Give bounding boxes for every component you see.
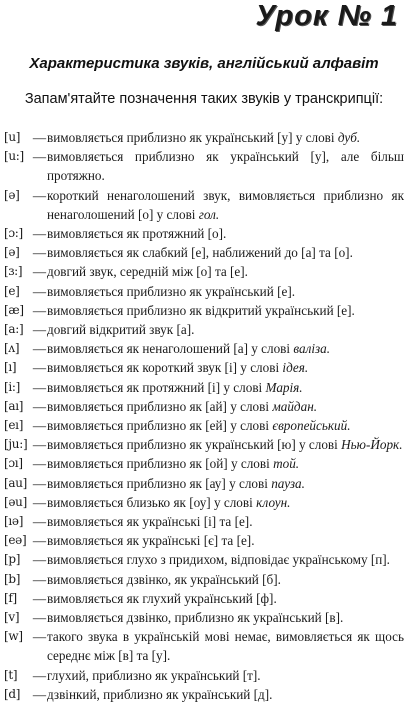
sound-entry xyxy=(4,531,404,550)
description-text: глухий, приблизно як український [т]. xyxy=(47,667,261,683)
sound-symbol: [æ] xyxy=(4,302,24,317)
sound-description xyxy=(47,608,404,627)
description-text: вимовляється дзвінко, приблизно як український [в]. xyxy=(47,610,344,626)
sound-description xyxy=(47,454,404,473)
sound-description xyxy=(47,435,404,454)
example-word: клоун. xyxy=(256,494,291,510)
sound-symbol: [ə] xyxy=(4,245,20,260)
sound-entry xyxy=(4,627,404,665)
sound-entry xyxy=(4,589,404,608)
sound-entry xyxy=(4,570,404,589)
description-text: вимовляється як протяжний [і] у слові xyxy=(47,379,263,395)
sound-description xyxy=(47,301,404,320)
dash-separator: — xyxy=(32,456,47,472)
sound-entry xyxy=(4,301,404,320)
sound-description xyxy=(47,339,404,358)
sound-list xyxy=(4,128,404,704)
sound-symbol: [ʌ] xyxy=(4,341,20,356)
sound-symbol: [b] xyxy=(4,571,21,586)
sound-entry xyxy=(4,358,404,377)
sound-symbol: [w] xyxy=(4,629,23,644)
description-text: вимовляється приблизно як український [у], але більш протяжно. xyxy=(47,149,404,184)
description-text: вимовляється глухо з придихом, відповідає українському [п]. xyxy=(47,552,390,568)
sound-description xyxy=(47,243,404,262)
description-text: вимовляється приблизно як український [у] у слові xyxy=(47,130,335,145)
sound-symbol: [aı] xyxy=(4,398,24,413)
example-word: гол. xyxy=(198,206,220,222)
sound-description xyxy=(47,570,404,589)
sound-entry xyxy=(4,454,404,473)
sound-entry xyxy=(4,550,404,569)
sound-symbol: [v] xyxy=(4,610,20,625)
sound-entry xyxy=(4,378,404,397)
dash-separator: — xyxy=(32,494,47,510)
sound-symbol: [ju:] xyxy=(4,437,28,452)
intro-text: Запам'ятайте позначення таких звуків у транскрипції: xyxy=(24,91,384,107)
dash-separator: — xyxy=(32,398,47,414)
dash-separator: — xyxy=(32,302,47,318)
dash-separator: — xyxy=(32,226,47,242)
sound-symbol: [u:] xyxy=(4,149,24,164)
sound-description xyxy=(47,282,404,301)
sound-symbol: [u] xyxy=(4,130,21,144)
sound-description xyxy=(47,358,404,377)
dash-separator: — xyxy=(32,418,47,434)
dash-separator: — xyxy=(32,667,47,683)
description-text: вимовляється приблизно як український [ю] у слові xyxy=(47,437,338,453)
dash-separator: — xyxy=(32,283,47,299)
dash-separator: — xyxy=(32,187,47,203)
dash-separator: — xyxy=(32,379,47,395)
dash-separator: — xyxy=(32,322,47,338)
sound-entry xyxy=(4,282,404,301)
description-text: вимовляється як ненаголошений [а] у слові xyxy=(47,341,291,357)
description-text: вимовляється приблизно як відкритий український [е]. xyxy=(47,302,355,318)
sound-description xyxy=(47,531,404,550)
description-text: вимовляється як глухий український [ф]. xyxy=(47,590,277,606)
description-text: вимовляється дзвінко, як український [б]. xyxy=(47,571,281,587)
sound-symbol: [i:] xyxy=(4,379,21,394)
sound-entry xyxy=(4,416,404,435)
sound-symbol: [t] xyxy=(4,667,18,682)
dash-separator: — xyxy=(32,264,47,280)
description-text: довгий звук, середній між [о] та [е]. xyxy=(47,264,248,280)
dash-separator: — xyxy=(32,552,47,568)
description-text: вимовляється як українські [і] та [е]. xyxy=(47,514,253,530)
dash-separator: — xyxy=(32,533,47,549)
sound-symbol: [a:] xyxy=(4,322,24,337)
lesson-title: Урок № 1 xyxy=(255,0,398,32)
sound-symbol: [ə] xyxy=(4,187,20,202)
sound-description xyxy=(47,186,404,224)
dash-separator: — xyxy=(32,686,47,702)
sound-symbol: [əu] xyxy=(4,494,27,509)
sound-entry xyxy=(4,666,404,685)
sound-entry xyxy=(4,512,404,531)
description-text: вимовляється як короткий звук [і] у слові xyxy=(47,360,280,376)
sound-symbol: [ɜ:] xyxy=(4,264,23,279)
sound-description xyxy=(47,627,404,665)
sound-entry xyxy=(4,339,404,358)
dash-separator: — xyxy=(32,629,47,645)
sound-symbol: [ɔ:] xyxy=(4,226,23,241)
sound-symbol: [f] xyxy=(4,590,17,605)
sound-entry xyxy=(4,320,404,339)
dash-separator: — xyxy=(32,245,47,261)
dash-separator: — xyxy=(32,360,47,376)
sound-entry xyxy=(4,685,404,704)
sound-description xyxy=(47,128,404,147)
sound-symbol: [au] xyxy=(4,475,28,490)
sound-symbol: [p] xyxy=(4,552,21,567)
example-word: дуб. xyxy=(337,130,361,145)
sound-symbol: [e] xyxy=(4,283,20,298)
sound-symbol: [ɔı] xyxy=(4,456,23,471)
example-word: майдан. xyxy=(272,398,318,414)
description-text: дзвінкий, приблизно як український [д]. xyxy=(47,686,273,702)
dash-separator: — xyxy=(32,514,47,530)
sound-description xyxy=(47,262,404,281)
sound-description xyxy=(47,320,404,339)
description-text: вимовляється як українські [є] та [е]. xyxy=(47,533,255,549)
dash-separator: — xyxy=(32,341,47,357)
sound-entry xyxy=(4,243,404,262)
sound-description xyxy=(47,378,404,397)
example-word: Нью-Йорк. xyxy=(341,437,403,453)
sound-description xyxy=(47,474,404,493)
sound-description xyxy=(47,397,404,416)
section-title: Характеристика звуків, англійський алфавіт xyxy=(29,55,379,72)
sound-description xyxy=(47,416,404,435)
description-text: вимовляється як слабкий [е], наближений до [а] та [о]. xyxy=(47,245,353,261)
example-word: Марія. xyxy=(265,379,303,395)
dash-separator: — xyxy=(32,610,47,626)
example-word: ідея. xyxy=(282,360,309,376)
sound-description xyxy=(47,493,404,512)
sound-entry xyxy=(4,435,404,454)
sound-description xyxy=(47,550,404,569)
dash-separator: — xyxy=(32,475,47,491)
sound-entry xyxy=(4,186,404,224)
dash-separator: — xyxy=(32,149,47,165)
sound-symbol: [eı] xyxy=(4,418,24,433)
description-text: вимовляється приблизно як [ай] у слові xyxy=(47,398,270,414)
dash-separator: — xyxy=(32,130,47,145)
description-text: такого звука в українській мові немає, вимовляється як щось середнє між [в] та [у]. xyxy=(47,629,404,664)
dash-separator: — xyxy=(32,571,47,587)
description-text: короткий ненаголошений звук, вимовляється приблизно як ненаголошений [о] у слові xyxy=(47,187,404,222)
sound-entry xyxy=(4,474,404,493)
dash-separator: — xyxy=(32,590,47,606)
description-text: вимовляється як протяжний [о]. xyxy=(47,226,227,242)
sound-description xyxy=(47,147,404,185)
dash-separator: — xyxy=(32,437,47,453)
sound-entry xyxy=(4,224,404,243)
sound-entry xyxy=(4,128,404,147)
sound-symbol: [eə] xyxy=(4,533,27,548)
sound-entry xyxy=(4,397,404,416)
sound-symbol: [ıə] xyxy=(4,514,24,529)
description-text: вимовляється приблизно як [ой] у слові xyxy=(47,456,270,472)
sound-symbol: [ı] xyxy=(4,360,17,375)
description-text: довгий відкритий звук [а]. xyxy=(47,322,195,338)
sound-entry xyxy=(4,147,404,185)
sound-description xyxy=(47,685,404,704)
sound-description xyxy=(47,512,404,531)
sound-description xyxy=(47,589,404,608)
example-word: пауза. xyxy=(271,475,305,491)
sound-entry xyxy=(4,493,404,512)
sound-entry xyxy=(4,262,404,281)
sound-description xyxy=(47,224,404,243)
example-word: той. xyxy=(273,456,300,472)
description-text: вимовляється близько як [оу] у слові xyxy=(47,494,253,510)
description-text: вимовляється приблизно як [ау] у слові xyxy=(47,475,268,491)
description-text: вимовляється приблизно як [ей] у слові xyxy=(47,418,270,434)
example-word: європейський. xyxy=(272,418,351,434)
sound-symbol: [d] xyxy=(4,686,21,701)
sound-entry xyxy=(4,608,404,627)
description-text: вимовляється приблизно як український [е]. xyxy=(47,283,296,299)
example-word: валіза. xyxy=(293,341,331,357)
sound-description xyxy=(47,666,404,685)
